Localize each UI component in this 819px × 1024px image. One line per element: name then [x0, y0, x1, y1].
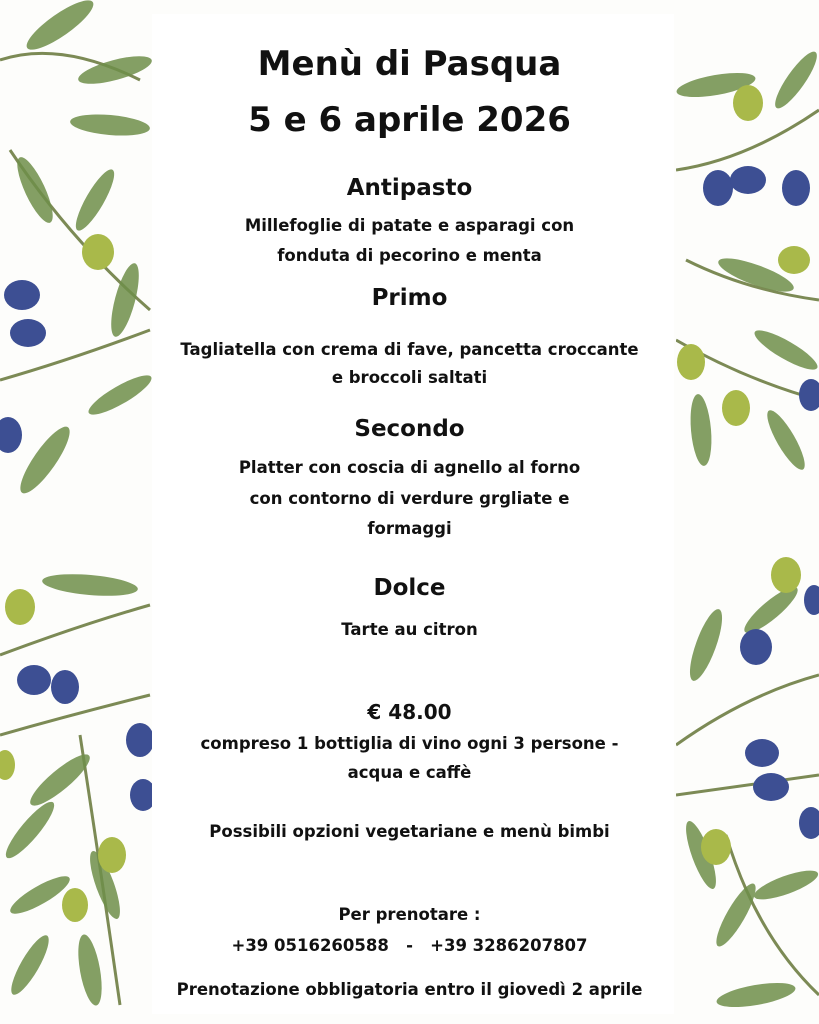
- primo-heading: Primo: [371, 285, 448, 311]
- price-includes-line-2: acqua e caffè: [347, 763, 472, 782]
- secondo-line-1: Platter con coscia di agnello al forno: [238, 458, 581, 477]
- price-includes-line-1: compreso 1 bottiglia di vino ogni 3 persone -: [200, 734, 619, 753]
- primo-line-2: e broccoli saltati: [331, 368, 488, 387]
- booking-label: Per prenotare :: [338, 905, 481, 924]
- antipasto-heading: Antipasto: [346, 175, 473, 201]
- dolce-line-1: Tarte au citron: [341, 620, 478, 639]
- antipasto-line-1: Millefoglie di patate e asparagi con: [244, 216, 575, 235]
- menu-date: 5 e 6 aprile 2026: [248, 100, 571, 140]
- antipasto-line-2: fonduta di pecorino e menta: [277, 246, 542, 265]
- secondo-line-3: formaggi: [367, 519, 452, 538]
- secondo-line-2: con contorno di verdure grgliate e: [249, 489, 570, 508]
- menu-panel: [152, 14, 674, 1014]
- secondo-heading: Secondo: [354, 416, 465, 442]
- options-note: Possibili opzioni vegetariane e menù bimbi: [209, 822, 610, 841]
- dolce-heading: Dolce: [373, 575, 446, 601]
- menu-title: Menù di Pasqua: [257, 44, 562, 84]
- booking-phone-numbers: +39 0516260588 - +39 3286207807: [231, 936, 588, 955]
- price-amount: € 48.00: [367, 700, 452, 724]
- booking-deadline: Prenotazione obbligatoria entro il giovedì 2 aprile: [176, 980, 643, 999]
- primo-line-1: Tagliatella con crema di fave, pancetta croccante: [180, 340, 639, 359]
